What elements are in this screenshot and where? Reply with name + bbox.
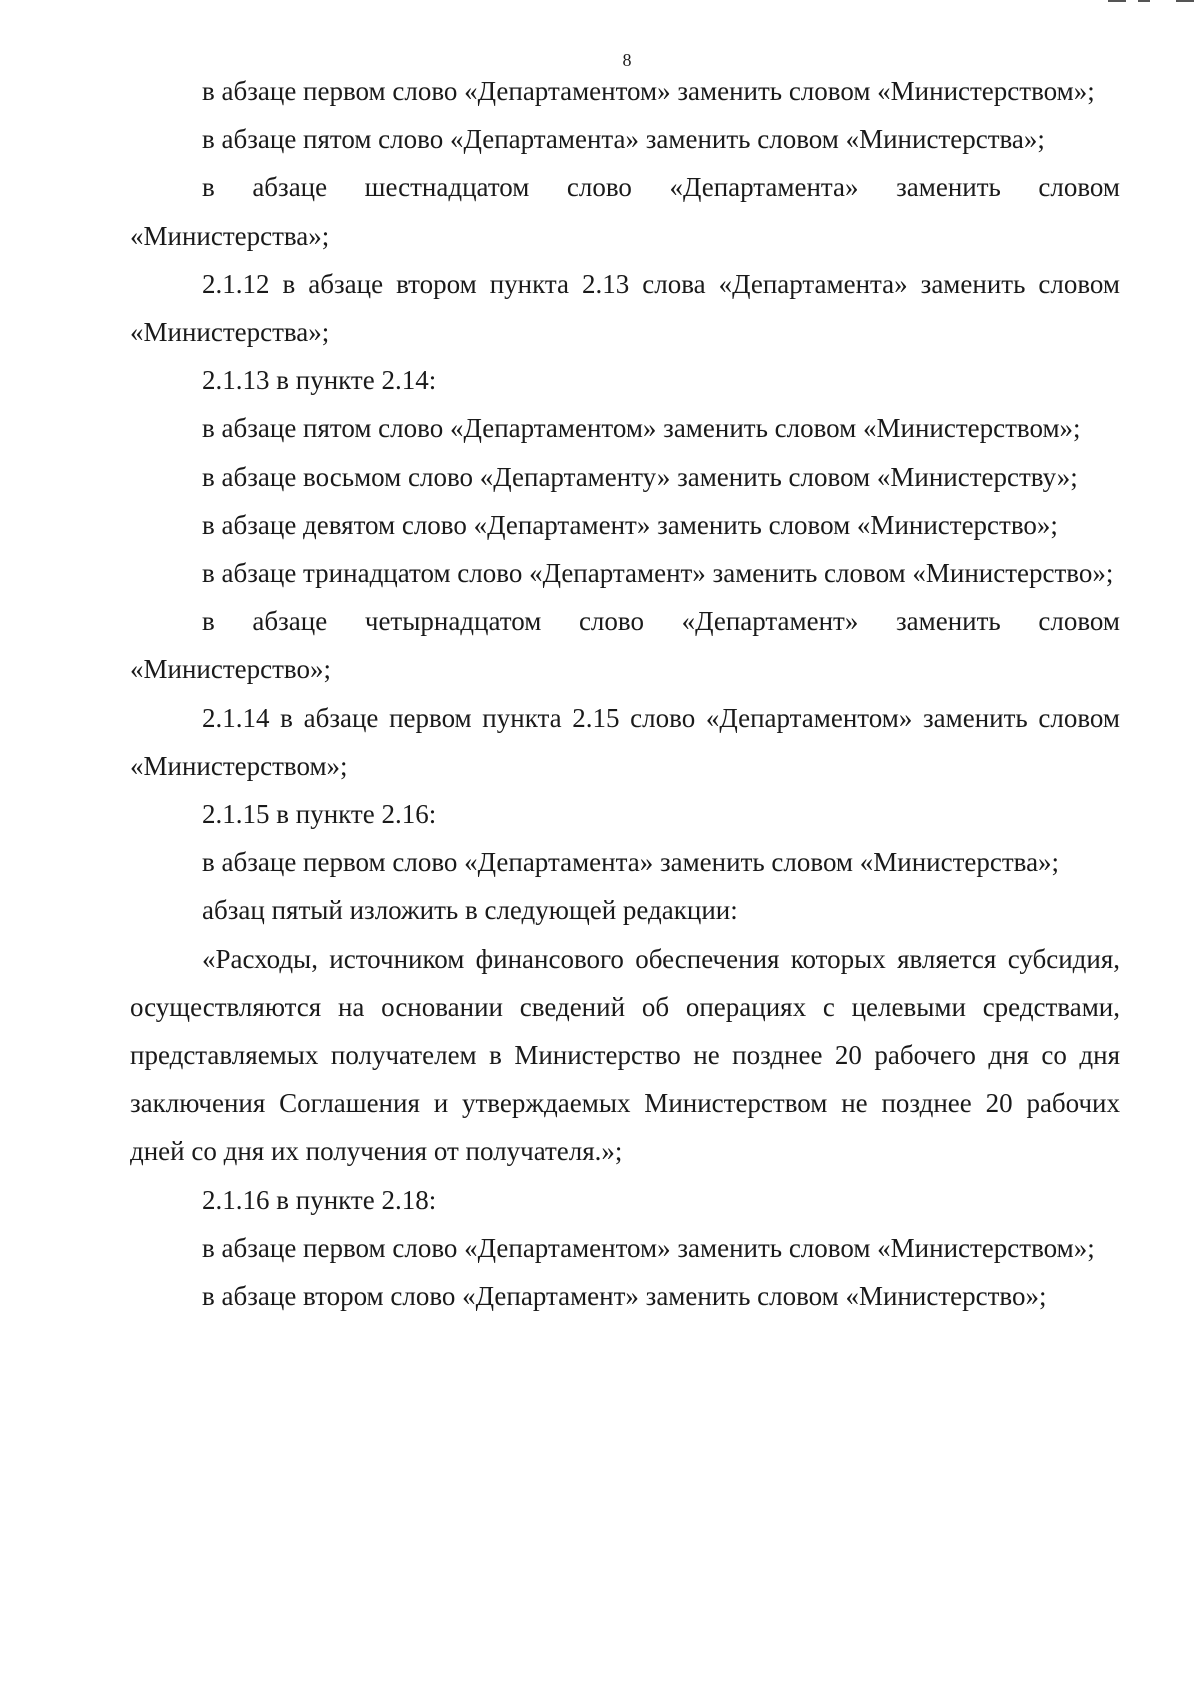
paragraph: в абзаце четырнадцатом слово «Департамент» заменить словом «Министерство»; — [130, 606, 1120, 685]
paragraph: в абзаце первом слово «Департамента» заменить словом «Министерства»; — [202, 847, 1060, 878]
paragraph: в абзаце первом слово «Департаментом» заменить словом «Министерством»; — [202, 1232, 1095, 1263]
paragraph: в абзаце шестнадцатом слово «Департамента» заменить словом «Министерства»; — [130, 172, 1120, 251]
page-number: 8 — [622, 50, 632, 70]
paragraph: 2.1.14 в абзаце первом пункта 2.15 слово «Департаментом» заменить словом «Министерством»; — [130, 702, 1120, 781]
paragraph: в абзаце девятом слово «Департамент» заменить словом «Министерство»; — [202, 509, 1058, 540]
paragraph: в абзаце первом слово «Департаментом» заменить словом «Министерством»; — [202, 76, 1095, 106]
paragraph: в абзаце пятом слово «Департаментом» заменить словом «Министерством»; — [202, 413, 1081, 444]
paragraph: 2.1.13 в пункте 2.14: — [202, 365, 437, 396]
paragraph: в абзаце пятом слово «Департамента» заменить словом «Министерства»; — [202, 124, 1045, 155]
paragraph: «Расходы, источником финансового обеспечения которых является субсидия, осуществляются на основании сведений об операциях с целевыми средствами, представляемых получателем в Министерство не позднее 20 рабочего дня со дня заключения Соглашения и утверждаемых Министерством не позднее 20 рабочих дней со дня их получения от получателя.»; — [130, 943, 1120, 1167]
paragraph: 2.1.16 в пункте 2.18: — [202, 1184, 437, 1215]
paragraph: в абзаце тринадцатом слово «Департамент» заменить словом «Министерство»; — [202, 558, 1114, 589]
scan-edge-mark — [1080, 0, 1200, 8]
paragraph: 2.1.12 в абзаце втором пункта 2.13 слова «Департамента» заменить словом «Министерства»; — [130, 268, 1120, 348]
document-body — [130, 67, 1120, 1320]
paragraph: 2.1.15 в пункте 2.16: — [202, 799, 437, 830]
paragraph: в абзаце восьмом слово «Департаменту» заменить словом «Министерству»; — [202, 461, 1078, 492]
paragraph: абзац пятый изложить в следующей редакции: — [202, 895, 738, 926]
paragraph: в абзаце втором слово «Департамент» заменить словом «Министерство»; — [202, 1281, 1047, 1312]
